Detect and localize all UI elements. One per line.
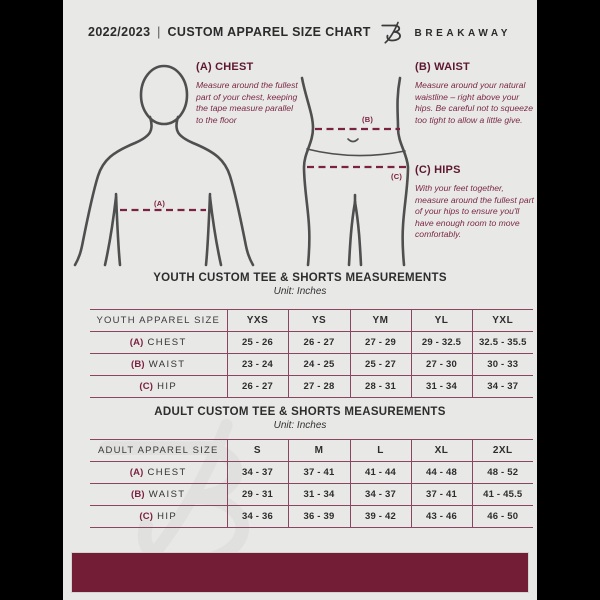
chest-text: Measure around the fullest part of your chest, keeping the tape measure parallel to the floor	[196, 80, 298, 125]
row-prefix: (A)	[129, 337, 144, 348]
brand-name: BREAKAWAY	[414, 27, 511, 39]
waist-heading: (B) WAIST	[415, 61, 470, 73]
col-2xl: 2XL	[472, 440, 533, 462]
col-yl: YL	[411, 310, 472, 332]
chest-heading: (A) CHEST	[196, 61, 254, 73]
row-prefix: (C)	[139, 381, 154, 392]
measurement-diagram	[63, 55, 537, 267]
col-xl: XL	[411, 440, 472, 462]
waist-line-marker: (B)	[362, 115, 374, 124]
col-ys: YS	[288, 310, 350, 332]
row-prefix: (B)	[130, 489, 145, 500]
cell-value: 48 - 52	[472, 462, 533, 484]
row-label-waist	[90, 354, 227, 376]
cell-value: 26 - 27	[288, 332, 350, 354]
cell-value: 31 - 34	[411, 376, 472, 398]
brand-logo	[380, 19, 512, 47]
col-yxs: YXS	[227, 310, 288, 332]
cell-value: 37 - 41	[288, 462, 350, 484]
cell-value: 24 - 25	[288, 354, 350, 376]
footer-bar	[72, 553, 528, 592]
row-name: CHEST	[147, 337, 187, 348]
cell-value: 29 - 31	[227, 484, 288, 506]
adult-chest-row	[90, 462, 533, 484]
adult-hip-row	[90, 506, 533, 528]
cell-value: 25 - 27	[350, 354, 411, 376]
cell-value: 29 - 32.5	[411, 332, 472, 354]
adult-table-unit: Unit: Inches	[273, 420, 327, 431]
cell-value: 36 - 39	[288, 506, 350, 528]
youth-waist-row	[90, 354, 533, 376]
youth-size-header: YOUTH APPAREL SIZE	[90, 310, 227, 332]
chest-instructions	[196, 61, 300, 126]
cell-value: 34 - 37	[227, 462, 288, 484]
youth-hip-row	[90, 376, 533, 398]
adult-size-table	[90, 439, 533, 528]
cell-value: 31 - 34	[288, 484, 350, 506]
row-label-hip	[90, 506, 227, 528]
col-l: L	[350, 440, 411, 462]
cell-value: 27 - 28	[288, 376, 350, 398]
cell-value: 23 - 24	[227, 354, 288, 376]
breakaway-b-icon	[380, 19, 404, 47]
cell-value: 43 - 46	[411, 506, 472, 528]
cell-value: 39 - 42	[350, 506, 411, 528]
cell-value: 44 - 48	[411, 462, 472, 484]
adult-waist-row	[90, 484, 533, 506]
hips-text: With your feet together, measure around the fullest part of your hips to ensure you'll have enough room to move comfortably.	[415, 183, 534, 240]
hips-heading: (C) HIPS	[415, 164, 461, 176]
cell-value: 41 - 45.5	[472, 484, 533, 506]
cell-value: 34 - 37	[472, 376, 533, 398]
cell-value: 28 - 31	[350, 376, 411, 398]
hips-line-marker: (C)	[391, 172, 403, 181]
row-prefix: (C)	[139, 511, 154, 522]
youth-chest-row	[90, 332, 533, 354]
cell-value: 26 - 27	[227, 376, 288, 398]
col-ym: YM	[350, 310, 411, 332]
row-name: CHEST	[147, 467, 187, 478]
col-s: S	[227, 440, 288, 462]
col-m: M	[288, 440, 350, 462]
youth-table-title: YOUTH CUSTOM TEE & SHORTS MEASUREMENTS	[153, 272, 447, 284]
col-yxl: YXL	[472, 310, 533, 332]
adult-table-title: ADULT CUSTOM TEE & SHORTS MEASUREMENTS	[154, 406, 446, 418]
cell-value: 34 - 37	[350, 484, 411, 506]
row-label-hip	[90, 376, 227, 398]
row-prefix: (B)	[130, 359, 145, 370]
waist-text: Measure around your natural waistline – right above your hips. Be careful not to squeeze too tight to allow a little give.	[415, 80, 534, 125]
row-name: WAIST	[148, 489, 186, 500]
hips-instructions	[415, 164, 535, 241]
row-name: HIP	[157, 511, 178, 522]
row-prefix: (A)	[129, 467, 144, 478]
cell-value: 27 - 30	[411, 354, 472, 376]
cell-value: 30 - 33	[472, 354, 533, 376]
cell-value: 25 - 26	[227, 332, 288, 354]
cell-value: 34 - 36	[227, 506, 288, 528]
youth-header-row	[90, 310, 533, 332]
adult-size-header: ADULT APPAREL SIZE	[90, 440, 227, 462]
row-name: HIP	[157, 381, 178, 392]
row-label-waist	[90, 484, 227, 506]
cell-value: 32.5 - 35.5	[472, 332, 533, 354]
adult-header-row	[90, 440, 533, 462]
cell-value: 37 - 41	[411, 484, 472, 506]
youth-table-unit: Unit: Inches	[273, 286, 327, 297]
edition-label: 2022/2023	[88, 24, 151, 39]
row-label-chest	[90, 462, 227, 484]
youth-size-table	[90, 309, 533, 398]
page-title	[88, 24, 371, 39]
title-label: CUSTOM APPAREL SIZE CHART	[167, 24, 371, 39]
title-separator: |	[157, 24, 161, 39]
row-name: WAIST	[148, 359, 186, 370]
waist-instructions	[415, 61, 535, 126]
cell-value: 46 - 50	[472, 506, 533, 528]
size-chart-page	[63, 0, 537, 600]
cell-value: 27 - 29	[350, 332, 411, 354]
header	[63, 0, 537, 50]
chest-line-marker: (A)	[154, 199, 166, 208]
cell-value: 41 - 44	[350, 462, 411, 484]
row-label-chest	[90, 332, 227, 354]
